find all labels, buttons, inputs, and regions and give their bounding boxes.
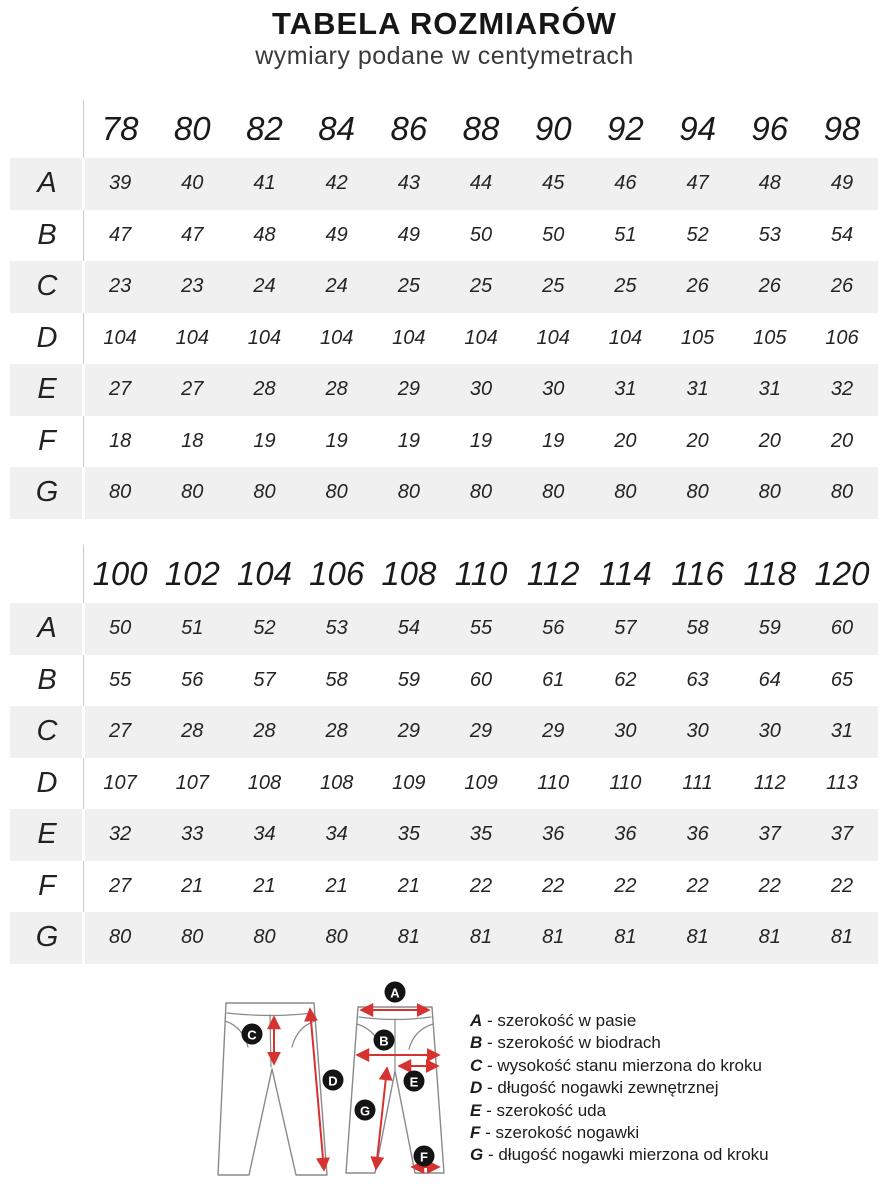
measurement-value: 20 <box>830 429 854 452</box>
measurement-value: 30 <box>686 720 709 743</box>
size-column-header: 88 <box>462 110 500 147</box>
legend-letter: A <box>470 1011 483 1030</box>
measurement-value: 104 <box>536 326 570 349</box>
legend-dash: - <box>483 1145 499 1165</box>
measurement-value: 81 <box>614 926 637 949</box>
measurement-value: 50 <box>108 617 132 640</box>
measurement-value: 43 <box>397 172 420 195</box>
size-column-header: 104 <box>236 555 292 592</box>
measurement-value: 21 <box>181 874 204 897</box>
measurement-value: 21 <box>397 874 420 897</box>
measurement-value: 22 <box>542 874 565 897</box>
legend-item-A <box>470 1010 769 1032</box>
row-label: D <box>36 321 58 354</box>
measure-marker-B <box>374 1030 395 1051</box>
measurement-value: 22 <box>614 874 637 897</box>
size-column-header: 106 <box>309 555 365 592</box>
legend-text: długość nogawki mierzona od kroku <box>498 1145 769 1165</box>
measurement-value: 58 <box>686 617 709 640</box>
legend-dash: - <box>480 1123 496 1143</box>
size-column-header: 116 <box>671 555 724 592</box>
measurement-value: 28 <box>253 720 276 743</box>
legend-item-C <box>470 1055 769 1077</box>
measurement-value: 45 <box>542 172 565 195</box>
measurement-value: 27 <box>108 874 132 897</box>
measurement-row-B <box>10 210 878 262</box>
measurement-value: 28 <box>325 720 348 743</box>
size-column-header: 120 <box>814 555 870 592</box>
legend-letter: D <box>470 1078 483 1098</box>
measurement-value: 59 <box>758 617 781 640</box>
row-label: G <box>35 921 59 954</box>
size-header-row <box>10 100 878 158</box>
measurement-value: 31 <box>758 378 781 401</box>
measurement-value: 35 <box>397 823 420 846</box>
measurement-value: 37 <box>758 823 781 846</box>
legend-letter: B <box>470 1033 483 1053</box>
measurement-value: 60 <box>469 668 493 691</box>
measurement-value: 21 <box>325 874 348 897</box>
measurement-value: 80 <box>758 481 781 504</box>
measurement-value: 64 <box>758 668 781 691</box>
measurement-value: 80 <box>397 481 420 504</box>
size-column-header: 110 <box>454 555 508 592</box>
measurement-value: 28 <box>181 720 204 743</box>
measurement-row-E <box>10 809 878 861</box>
size-column-header: 82 <box>246 110 283 147</box>
row-label: E <box>37 818 57 851</box>
measurement-value: 20 <box>614 429 637 452</box>
measurement-value: 27 <box>108 378 132 401</box>
measurement-value: 20 <box>758 429 781 452</box>
measurement-value: 28 <box>325 378 348 401</box>
measurement-value: 50 <box>542 223 565 246</box>
measurement-value: 110 <box>537 771 570 794</box>
size-column-header: 108 <box>381 555 437 592</box>
measurement-value: 50 <box>469 223 493 246</box>
row-label: C <box>36 270 58 303</box>
size-column-header: 118 <box>743 555 797 592</box>
measurement-value: 52 <box>686 223 709 246</box>
measurement-row-C <box>10 261 878 313</box>
measurement-value: 104 <box>392 326 426 349</box>
measurement-value: 31 <box>686 378 709 401</box>
measurement-value: 49 <box>830 172 854 195</box>
measurement-value: 113 <box>826 771 858 794</box>
measurement-value: 61 <box>542 668 565 691</box>
legend-dash: - <box>482 1078 498 1098</box>
page-title: TABELA ROZMIARÓW <box>272 6 617 41</box>
measurement-value: 30 <box>758 720 781 743</box>
measurement-value: 47 <box>686 172 709 195</box>
measurement-value: 41 <box>253 172 276 195</box>
measurement-value: 112 <box>753 771 786 794</box>
measurement-value: 108 <box>247 771 282 794</box>
svg-text:B: B <box>379 1033 389 1049</box>
measurement-value: 80 <box>325 481 348 504</box>
pants-diagram-svg <box>198 977 460 1189</box>
measurement-value: 21 <box>253 874 276 897</box>
measurement-value: 81 <box>686 926 709 949</box>
measurement-value: 81 <box>469 926 493 949</box>
measurement-value: 36 <box>614 823 637 846</box>
measurement-value: 106 <box>825 326 859 349</box>
measurement-value: 23 <box>181 275 204 298</box>
measurement-value: 29 <box>397 378 420 401</box>
measurement-value: 26 <box>758 275 781 298</box>
measurement-value: 32 <box>830 378 854 401</box>
measurement-value: 26 <box>686 275 709 298</box>
measurement-value: 53 <box>325 617 348 640</box>
measurement-value: 39 <box>108 172 132 195</box>
legend-letter: F <box>470 1123 481 1143</box>
size-column-header: 84 <box>318 110 356 147</box>
measurement-value: 19 <box>542 429 565 452</box>
measurement-value: 80 <box>108 926 132 949</box>
measure-marker-F <box>414 1146 435 1167</box>
measurement-row-A <box>10 158 878 210</box>
measurement-value: 31 <box>614 378 637 401</box>
row-label: B <box>37 663 57 696</box>
row-label: F <box>38 869 56 902</box>
row-label: A <box>37 612 57 645</box>
measurement-value: 31 <box>830 720 854 743</box>
size-column-header: 100 <box>92 555 148 592</box>
measurement-value: 22 <box>830 874 854 897</box>
measurement-value: 25 <box>469 275 493 298</box>
measurement-value: 25 <box>397 275 420 298</box>
pants-measurement-diagram <box>198 977 460 1189</box>
measurement-value: 29 <box>469 720 493 743</box>
measurement-value: 104 <box>103 326 137 349</box>
measurement-value: 35 <box>469 823 493 846</box>
measurement-value: 19 <box>325 429 348 452</box>
row-label: F <box>38 424 56 457</box>
measurement-value: 25 <box>614 275 637 298</box>
legend-item-F <box>470 1122 769 1144</box>
legend-text: szerokość w biodrach <box>497 1033 661 1053</box>
measurement-row-G <box>10 467 878 519</box>
measurement-value: 80 <box>686 481 709 504</box>
measurement-value: 32 <box>108 823 132 846</box>
measurement-value: 56 <box>542 617 565 640</box>
measurement-value: 33 <box>181 823 204 846</box>
measurement-value: 19 <box>253 429 276 452</box>
measurement-value: 19 <box>469 429 493 452</box>
svg-text:C: C <box>247 1027 257 1043</box>
measurement-value: 29 <box>542 720 565 743</box>
measurement-value: 28 <box>253 378 276 401</box>
measurement-value: 36 <box>686 823 709 846</box>
size-column-header: 78 <box>101 110 139 147</box>
measurement-row-E <box>10 364 878 416</box>
legend-dash: - <box>482 1011 498 1030</box>
measurement-value: 109 <box>392 771 426 794</box>
measurement-value: 80 <box>253 926 276 949</box>
svg-text:G: G <box>359 1103 371 1119</box>
size-header-row <box>10 545 878 603</box>
measure-marker-C <box>242 1024 263 1045</box>
measurement-value: 22 <box>469 874 493 897</box>
measurement-value: 58 <box>325 668 348 691</box>
size-column-header: 96 <box>751 110 789 147</box>
measurement-value: 62 <box>614 668 637 691</box>
legend-dash: - <box>482 1055 498 1075</box>
measurement-row-D <box>10 758 878 810</box>
measurement-value: 19 <box>397 429 420 452</box>
measurement-value: 57 <box>253 668 276 691</box>
svg-text:D: D <box>328 1073 338 1089</box>
measurement-value: 52 <box>253 617 276 640</box>
measurement-value: 30 <box>469 378 493 401</box>
measurement-value: 55 <box>469 617 493 640</box>
measurement-value: 109 <box>464 771 498 794</box>
measurement-value: 48 <box>253 223 276 246</box>
legend-letter: E <box>470 1100 482 1120</box>
measurement-value: 80 <box>614 481 637 504</box>
page-subtitle: wymiary podane w centymetrach <box>255 42 634 70</box>
legend-letter: C <box>470 1055 483 1075</box>
size-column-header: 112 <box>526 555 580 592</box>
legend-text: szerokość w pasie <box>497 1011 637 1030</box>
measurement-value: 47 <box>181 223 204 246</box>
measurement-row-C <box>10 706 878 758</box>
left-pants-outline-icon <box>218 1003 327 1175</box>
measurement-value: 81 <box>758 926 781 949</box>
row-label: B <box>37 218 57 251</box>
row-label: E <box>37 373 57 406</box>
legend-item-E <box>470 1100 769 1122</box>
measurement-value: 104 <box>247 326 282 349</box>
measurement-value: 80 <box>469 481 493 504</box>
measurement-value: 54 <box>830 223 854 246</box>
measure-marker-A <box>385 982 406 1003</box>
row-label: D <box>36 766 58 799</box>
measurement-value: 80 <box>253 481 276 504</box>
measurement-value: 47 <box>108 223 132 246</box>
measurement-value: 30 <box>614 720 637 743</box>
measurement-value: 81 <box>830 926 854 949</box>
measurement-value: 59 <box>397 668 420 691</box>
measurement-value: 105 <box>680 326 715 349</box>
measurement-value: 80 <box>108 481 132 504</box>
size-table-78-98 <box>0 100 889 519</box>
measurement-row-F <box>10 861 878 913</box>
measurement-value: 80 <box>325 926 348 949</box>
measurement-value: 51 <box>614 223 637 246</box>
measurement-value: 49 <box>397 223 420 246</box>
measurement-value: 27 <box>181 378 204 401</box>
legend-dash: - <box>481 1100 497 1120</box>
svg-text:E: E <box>409 1074 419 1090</box>
svg-text:F: F <box>420 1149 428 1165</box>
measurement-value: 60 <box>830 617 854 640</box>
measurement-value: 81 <box>397 926 420 949</box>
measurement-value: 23 <box>108 275 132 298</box>
row-label: G <box>35 476 59 509</box>
measurement-value: 107 <box>103 771 137 794</box>
measurement-value: 80 <box>830 481 854 504</box>
measurement-value: 111 <box>682 771 713 794</box>
measurement-value: 107 <box>175 771 209 794</box>
measurement-value: 22 <box>758 874 781 897</box>
measurement-value: 57 <box>614 617 637 640</box>
row-label: A <box>37 167 57 200</box>
measurement-value: 81 <box>542 926 565 949</box>
measurement-value: 53 <box>758 223 781 246</box>
measurement-value: 56 <box>181 668 204 691</box>
measurement-value: 34 <box>253 823 276 846</box>
measurement-value: 48 <box>758 172 781 195</box>
page-header <box>0 6 889 71</box>
svg-text:A: A <box>390 985 400 1001</box>
measurement-value: 104 <box>175 326 209 349</box>
measure-marker-G <box>355 1100 376 1121</box>
measurement-value: 36 <box>542 823 565 846</box>
measure-marker-E <box>404 1071 425 1092</box>
measurement-value: 37 <box>830 823 854 846</box>
legend-letter: G <box>470 1145 484 1165</box>
measurement-row-A <box>10 603 878 655</box>
size-column-header: 102 <box>164 555 220 592</box>
measurement-value: 80 <box>181 481 204 504</box>
measurement-value: 105 <box>753 326 787 349</box>
measure-marker-D <box>323 1070 344 1091</box>
measurement-row-B <box>10 655 878 707</box>
measurement-value: 110 <box>609 771 642 794</box>
legend-text: wysokość stanu mierzona do kroku <box>497 1055 762 1075</box>
size-column-header: 94 <box>679 110 716 147</box>
legend-item-G <box>470 1144 769 1166</box>
measurement-value: 65 <box>830 668 854 691</box>
legend-text: szerokość nogawki <box>495 1123 640 1143</box>
size-column-header: 114 <box>599 555 652 592</box>
legend-item-B <box>470 1032 769 1054</box>
measurement-value: 34 <box>325 823 348 846</box>
measurement-value: 104 <box>464 326 498 349</box>
measurement-value: 63 <box>686 668 709 691</box>
measurement-value: 27 <box>108 720 132 743</box>
measurement-value: 54 <box>397 617 420 640</box>
measurement-value: 24 <box>325 275 348 298</box>
size-column-header: 98 <box>823 110 861 147</box>
measurement-value: 55 <box>108 668 132 691</box>
measurement-value: 44 <box>469 172 493 195</box>
measurement-value: 51 <box>181 617 204 640</box>
measurement-value: 104 <box>608 326 643 349</box>
size-column-header: 86 <box>390 110 428 147</box>
measurement-row-F <box>10 416 878 468</box>
measurement-value: 18 <box>108 429 132 452</box>
measurement-value: 29 <box>397 720 420 743</box>
measurement-value: 80 <box>181 926 204 949</box>
measurement-value: 30 <box>542 378 565 401</box>
measurement-value: 26 <box>830 275 854 298</box>
legend-text: długość nogawki zewnętrznej <box>497 1078 719 1098</box>
size-column-header: 90 <box>534 110 572 147</box>
legend-dash: - <box>482 1033 498 1053</box>
measurement-value: 24 <box>253 275 276 298</box>
measurement-row-D <box>10 313 878 365</box>
measurement-value: 80 <box>542 481 565 504</box>
row-label: C <box>36 715 58 748</box>
measurement-value: 20 <box>686 429 709 452</box>
size-column-header: 92 <box>607 110 644 147</box>
measurement-value: 22 <box>686 874 709 897</box>
measurement-value: 18 <box>181 429 204 452</box>
measurement-value: 46 <box>614 172 637 195</box>
measurement-value: 104 <box>319 326 354 349</box>
legend-item-D <box>470 1077 769 1099</box>
measurement-row-G <box>10 912 878 964</box>
size-column-header: 80 <box>173 110 211 147</box>
measurement-value: 108 <box>319 771 354 794</box>
measurement-value: 42 <box>325 172 348 195</box>
measurement-value: 25 <box>542 275 565 298</box>
legend-text: szerokość uda <box>496 1100 607 1120</box>
measurement-value: 40 <box>181 172 204 195</box>
size-table-100-120 <box>0 545 889 964</box>
measurement-value: 49 <box>325 223 348 246</box>
measurement-legend <box>470 1010 769 1167</box>
